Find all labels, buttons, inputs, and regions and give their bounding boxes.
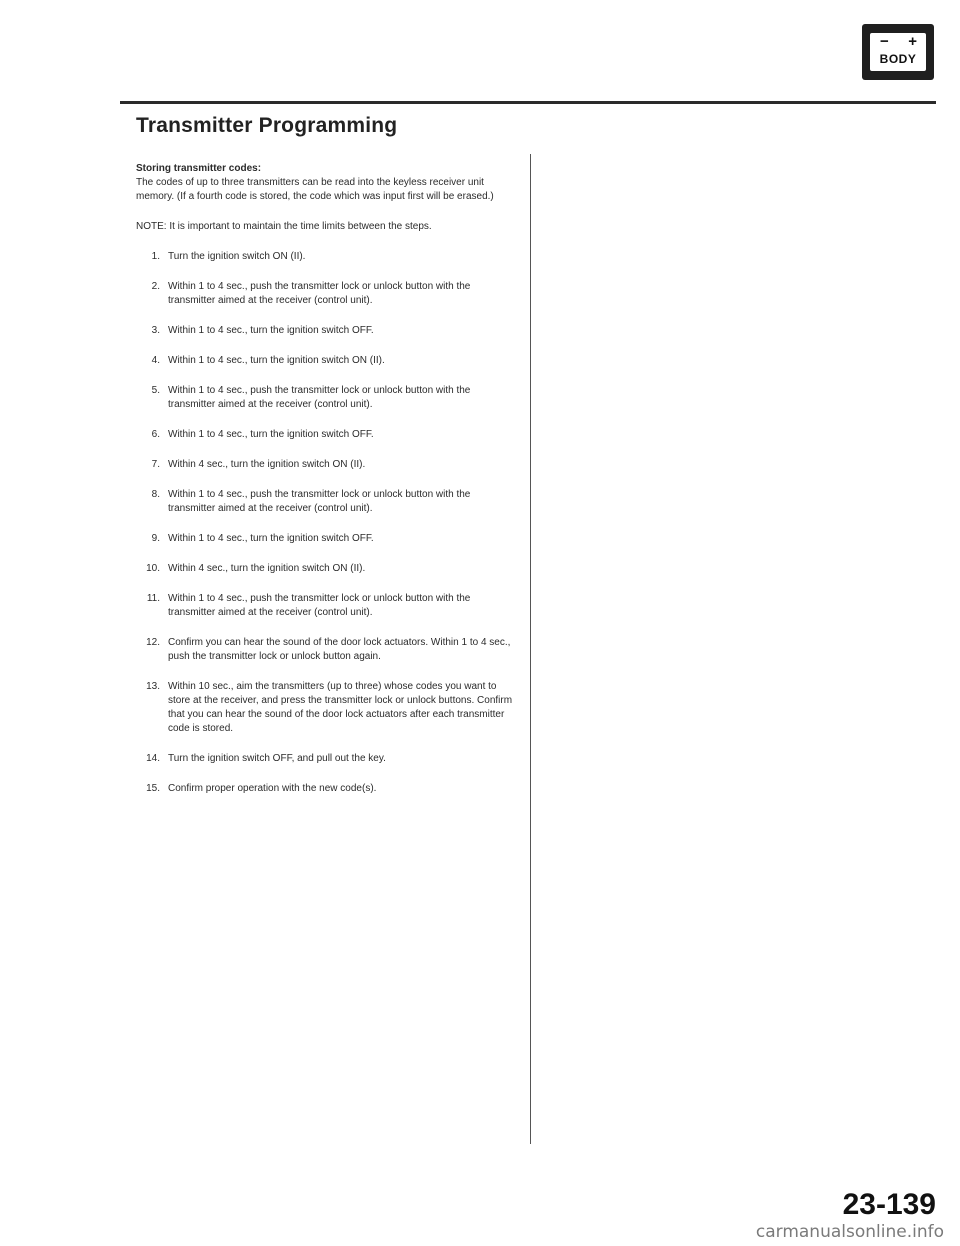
intro-heading: Storing transmitter codes:	[136, 163, 262, 174]
page-title: Transmitter Programming	[136, 114, 398, 137]
step-item	[136, 752, 514, 766]
step-item	[136, 280, 514, 308]
intro-paragraph	[136, 162, 514, 204]
section-badge-label: BODY	[879, 52, 917, 66]
step-number: 10.	[146, 563, 160, 574]
step-number: 12.	[146, 637, 160, 648]
step-text: Within 1 to 4 sec., turn the ignition switch OFF.	[168, 325, 374, 336]
step-text: Within 4 sec., turn the ignition switch ON (II).	[168, 563, 366, 574]
step-number: 14.	[146, 753, 160, 764]
step-item	[136, 680, 514, 736]
step-text: Within 1 to 4 sec., turn the ignition switch OFF.	[168, 429, 374, 440]
watermark: carmanualsonline.info	[755, 1222, 944, 1242]
step-number: 6.	[151, 429, 160, 440]
step-item	[136, 384, 514, 412]
step-item	[136, 532, 514, 546]
step-item	[136, 354, 514, 368]
step-item	[136, 458, 514, 472]
step-item	[136, 324, 514, 338]
step-number: 15.	[146, 783, 160, 794]
step-number: 13.	[146, 681, 160, 692]
column-divider	[530, 154, 531, 1144]
step-number: 7.	[151, 459, 160, 470]
header-rule	[120, 101, 936, 104]
step-text: Within 1 to 4 sec., turn the ignition switch ON (II).	[168, 355, 385, 366]
step-number: 11.	[146, 593, 160, 604]
step-text: Within 1 to 4 sec., push the transmitter lock or unlock button with the transmitter aimed at the receiver (control unit).	[168, 593, 471, 618]
step-number: 8.	[151, 489, 160, 500]
step-number: 9.	[151, 533, 160, 544]
battery-minus-icon: −	[880, 33, 889, 50]
note-paragraph: NOTE: It is important to maintain the time limits between the steps.	[136, 221, 432, 232]
step-item	[136, 782, 514, 796]
step-number: 5.	[151, 385, 160, 396]
step-text: Turn the ignition switch ON (II).	[168, 251, 306, 262]
battery-body-icon	[862, 24, 934, 80]
step-item	[136, 428, 514, 442]
step-number: 3.	[151, 325, 160, 336]
step-text: Turn the ignition switch OFF, and pull out the key.	[168, 753, 386, 764]
step-number: 4.	[151, 355, 160, 366]
step-text: Within 1 to 4 sec., push the transmitter lock or unlock button with the transmitter aimed at the receiver (control unit).	[168, 385, 471, 410]
step-item	[136, 488, 514, 516]
step-item	[136, 250, 514, 264]
battery-icon-face	[870, 33, 926, 71]
step-text: Confirm proper operation with the new code(s).	[168, 783, 377, 794]
step-text: Within 1 to 4 sec., push the transmitter lock or unlock button with the transmitter aimed at the receiver (control unit).	[168, 281, 471, 306]
step-item	[136, 592, 514, 620]
step-text: Within 1 to 4 sec., turn the ignition switch OFF.	[168, 533, 374, 544]
page-number: 23-139	[842, 1188, 936, 1221]
step-text: Confirm you can hear the sound of the door lock actuators. Within 1 to 4 sec., push the transmitter lock or unlock button again.	[168, 637, 511, 662]
battery-plus-icon: +	[908, 33, 917, 50]
step-item	[136, 636, 514, 664]
steps-list	[136, 250, 514, 796]
step-text: Within 10 sec., aim the transmitters (up to three) whose codes you want to store at the receiver, and press the transmitter lock or unlock buttons. Confirm that you can hear the sound of the door lock actuators after each transmitter code is stored.	[168, 681, 513, 734]
intro-body: The codes of up to three transmitters can be read into the keyless receiver unit memory. (If a fourth code is stored, the code which was input first will be erased.)	[136, 177, 494, 202]
step-item	[136, 562, 514, 576]
step-text: Within 4 sec., turn the ignition switch ON (II).	[168, 459, 366, 470]
step-number: 2.	[151, 281, 160, 292]
content-column	[136, 162, 514, 812]
step-text: Within 1 to 4 sec., push the transmitter lock or unlock button with the transmitter aimed at the receiver (control unit).	[168, 489, 471, 514]
step-number: 1.	[151, 251, 160, 262]
